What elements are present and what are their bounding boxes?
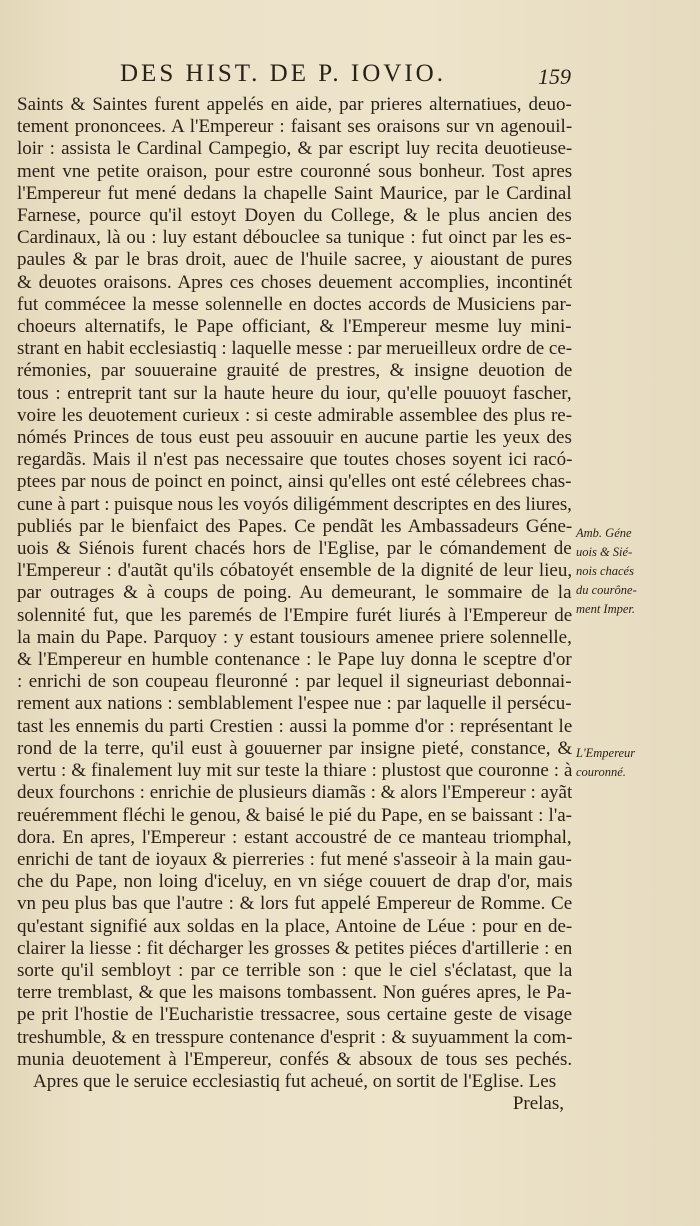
text-line: ptees par nous de poinct en poinct, ainsi qu'elles ont esté célebrees chas- — [17, 471, 572, 493]
text-line: che du Pape, non loing d'iceluy, en vn siége couuert de drap d'or, mais — [17, 871, 572, 893]
text-line: pe prit l'hostie de l'Eucharistie tressacree, sous certaine geste de visage — [17, 1004, 572, 1026]
text-line: & l'Empereur en humble contenance : le Pape luy donna le sceptre d'or — [17, 649, 572, 671]
text-line: tous : entreprit tant sur la haute heure du iour, qu'elle pouuoyt fascher, — [17, 382, 572, 404]
text-line: voire les deuotement curieux : si ceste admirable assemblee des plus re- — [17, 404, 572, 426]
text-line: reuéremment fléchi le genou, & baisé le pié du Pape, en se baissant : l'a- — [17, 804, 572, 826]
text-line: vn peu plus bas que l'autre : & lors fut appelé Empereur de Romme. Ce — [17, 893, 572, 915]
margin-note-line: ment Imper. — [576, 602, 636, 616]
text-line: terre tremblast, & que les maisons tombassent. Non guéres apres, le Pa- — [17, 982, 572, 1004]
text-line: dora. En apres, l'Empereur : estant accoustré de ce manteau triomphal, — [17, 826, 572, 848]
text-line: solennité fut, que les paremés de l'Empire furét liurés à l'Empereur de — [17, 604, 572, 626]
text-line: ment vne petite oraison, pour estre couronné sous bonheur. Tost apres — [17, 160, 572, 182]
margin-note-line: du courône- — [576, 583, 637, 597]
margin-note-emperor-crowned — [576, 744, 696, 782]
text-line: l'Empereur fut mené dedans la chapelle Saint Maurice, par le Cardinal — [17, 182, 572, 204]
text-line: tement prononcees. A l'Empereur : faisant ses oraisons sur vn agenouil- — [17, 116, 572, 138]
margin-note-ambassadors — [576, 524, 696, 619]
text-line: fut commécee la messe solennelle en doctes accords de Musiciens par- — [17, 293, 572, 315]
text-line: qu'estant signifié aux soldas en la place, Antoine de Léue : pour en de- — [17, 915, 572, 937]
text-line: & deuotes oraisons. Apres ces choses deuement accomplies, incontinét — [17, 271, 572, 293]
margin-note-line: couronné. — [576, 765, 626, 779]
text-line: loir : assista le Cardinal Campegio, & par escript luy recita deuotieuse- — [17, 138, 572, 160]
text-line: Apres que le seruice ecclesiastiq fut acheué, on sortit de l'Eglise. Les — [33, 1070, 557, 1092]
text-line: vertu : & finalement luy mit sur teste la thiare : plustost que couronne : à — [17, 760, 572, 782]
text-line: cune à part : puisque nous les voyós diligémment descriptes en des liures, — [17, 493, 572, 515]
running-header — [120, 60, 590, 88]
text-line: munia deuotement à l'Empereur, confés & absoux de tous ses pechés. — [17, 1048, 572, 1070]
text-line: enrichi de tant de ioyaux & pierreries : fut mené s'asseoir à la main gau- — [17, 848, 572, 870]
text-line: nómés Princes de tous eust peu assouuir en aucune partie les yeux des — [17, 427, 572, 449]
margin-note-line: L'Empereur — [576, 746, 636, 760]
text-line: strant en habit ecclesiastiq : laquelle messe : par merueilleux ordre de ce- — [17, 338, 572, 360]
margin-note-line: Amb. Géne — [576, 526, 632, 540]
body-text — [17, 94, 572, 1115]
text-line: uois & Siénois furent chacés hors de l'Eglise, par le cómandement de — [17, 538, 572, 560]
text-line: treshumble, & en tresspure contenance d'esprit : & suyuamment la com- — [17, 1026, 572, 1048]
text-line: Prelas, — [512, 1093, 564, 1115]
text-line: paules & par le bras droit, auec de l'huile sacree, y aioustant de pures — [17, 249, 572, 271]
text-line: rement aux nations : semblablement l'espee nue : par laquelle il persécu- — [17, 693, 572, 715]
text-line: tast les ennemis du parti Crestien : aussi la pomme d'or : représentant le — [17, 715, 572, 737]
text-line: l'Empereur : d'autãt qu'ils cóbatoyét ensemble de la dignité de leur lieu, — [17, 560, 572, 582]
text-line: Cardinaux, là ou : luy estant débouclee sa tunique : fut oinct par les es- — [17, 227, 572, 249]
margin-note-line: uois & Sié- — [576, 545, 633, 559]
text-line: rémonies, par souueraine grauité de prestres, & insigne deuotion de — [17, 360, 572, 382]
text-line: choeurs alternatifs, le Pape officiant, & l'Empereur mesme luy mini- — [17, 316, 572, 338]
text-line: par outrages & à coups de poing. Au demeurant, le sommaire de la — [17, 582, 572, 604]
text-line: la main du Pape. Parquoy : y estant tousiours amenee priere solennelle, — [17, 626, 572, 648]
running-title: DES HIST. DE P. IOVIO. — [120, 60, 446, 87]
text-line: Saints & Saintes furent appelés en aide, par prieres alternatiues, deuo- — [17, 94, 572, 115]
text-line: rond de la terre, qu'il eust à gouuerner par insigne pieté, constance, & — [17, 737, 572, 759]
text-line: deux fourchons : enrichie de plusieurs diamãs : & alors l'Empereur : ayãt — [17, 782, 572, 804]
text-line: Farnese, pource qu'il estoyt Doyen du College, & le plus ancien des — [17, 205, 572, 227]
text-line: publiés par le bienfaict des Papes. Ce pendãt les Ambassadeurs Géne- — [17, 515, 572, 537]
text-line: clairer la liesse : fit décharger les grosses & petites piéces d'artillerie : en — [17, 937, 572, 959]
margin-note-line: nois chacés — [576, 564, 634, 578]
page-number: 159 — [538, 64, 571, 89]
text-line: sorte qu'il sembloyt : par ce terrible son : que le ciel s'éclatast, que la — [17, 959, 572, 981]
text-line: regardãs. Mais il n'est pas necessaire que toutes choses soyent ici racó- — [17, 449, 572, 471]
text-line: : enrichi de son coupeau fleuronné : par lequel il signeuriast debonnai- — [17, 671, 572, 693]
